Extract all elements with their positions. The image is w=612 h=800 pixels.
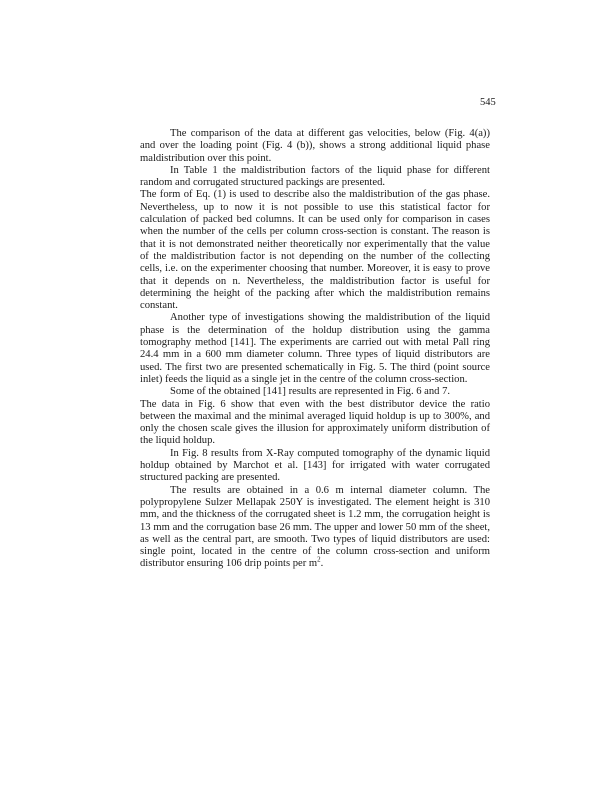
paragraph-gas-velocity-comparison: The comparison of the data at different gas velocities, below (Fig. 4(a)) and over the loading point (Fig. 4 (b)), shows a strong additional liquid phase maldistribution over this point. [140, 128, 490, 164]
paragraph-gamma-tomography: Another type of investigations showing the maldistribution of the liquid phase is the determination of the holdup distribution using the gamma tomography method [141]. The experiments are carried out with metal Pall ring 24.4 mm in a 600 mm diameter column. Three types of liquid distributors are used. The first two are presented schematically in Fig. 5. The third (point source inlet) feeds the liquid as a single jet in the centre of the column cross-section. [140, 312, 490, 385]
paragraph-results-fig-6-7: Some of the obtained [141] results are represented in Fig. 6 and 7. [170, 386, 451, 398]
paragraph-fig-6-holdup: The data in Fig. 6 show that even with the best distributor device the ratio between the maximal and the minimal averaged liquid holdup is up to 300%, and only the chosen scale gives the illusion for approximately uniform distribution of the liquid holdup. [140, 398, 490, 447]
paragraph-mellapak-setup [140, 485, 490, 571]
paragraph-mellapak-text: The results are obtained in a 0.6 m internal diameter column. The polypropylene Sulzer Mellapak 250Y is investigated. The element height is 310 mm, and the thickness of the corrugated sheet is 1.2 mm, the corrugation height is 13 mm and the corrugation base 26 mm. The upper and lower 50 mm of the sheet, as well as the central part, are smooth. Two types of liquid distributors are used: single point, located in the centre of the column cross-section and uniform distributor ensuring 106 drip points per m [140, 484, 490, 570]
body-text [140, 128, 490, 571]
superscript-2: 2 [317, 555, 321, 564]
page-number: 545 [480, 97, 496, 108]
paragraph-fig-8-xray: In Fig. 8 results from X-Ray computed tomography of the dynamic liquid holdup obtained by Marchot et al. [143] for irrigated with water corrugated structured packing are presented. [140, 447, 490, 484]
paragraph-mellapak-period: . [320, 558, 324, 570]
paragraph-maldistribution-factor: The form of Eq. (1) is used to describe also the maldistribution of the gas phase. Nevertheless, up to now it is not possible to use this statistical factor for calculation of packed bed columns. It can be used only for comparison in cases when the number of the cells per column cross-section is constant. The reason is that it is not demonstrated neither theoretically nor experimentally that the value of the maldistribution factor is not depending on the number of the collecting cells, i.e. on the experimenter choosing that number. Moreover, it is easy to prove that it depends on n. Nevertheless, the maldistribution factor is useful for determining the height of the packing after which the maldistribution remains constant. [140, 189, 490, 312]
paragraph-table-1-intro: In Table 1 the maldistribution factors of the liquid phase for different random and corrugated structured packings are presented. [140, 164, 490, 189]
